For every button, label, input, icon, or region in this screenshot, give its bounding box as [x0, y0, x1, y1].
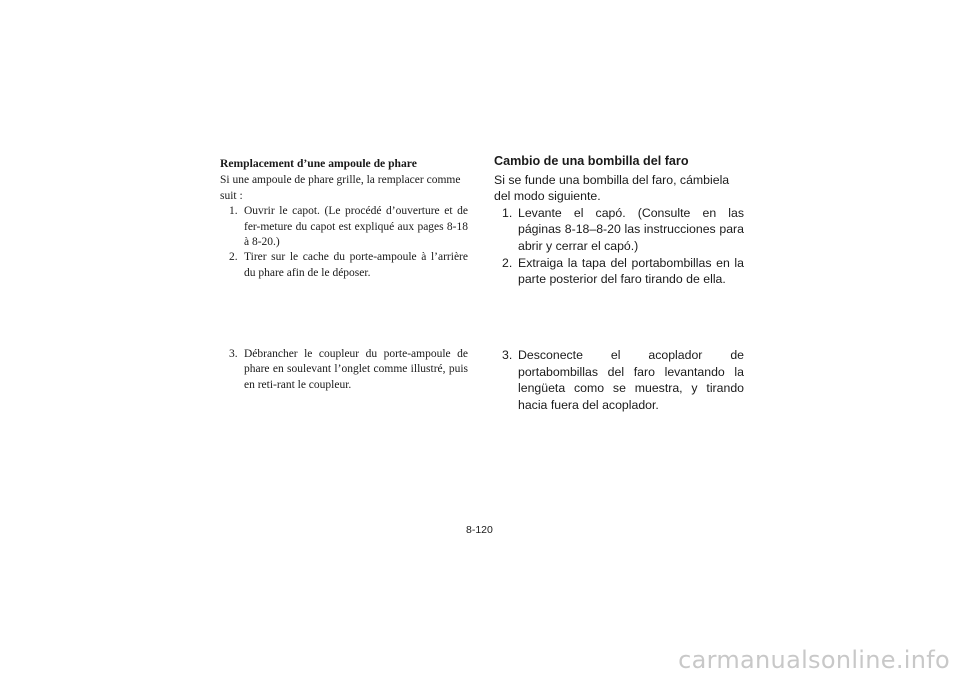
step-text: Ouvrir le capot. (Le procédé d’ouverture et de fer-meture du capot est expliqué aux pages 8-18 à 8-20.): [244, 205, 468, 249]
step-text: Tirer sur le cache du porte-ampoule à l’arrière du phare afin de le déposer.: [244, 251, 468, 279]
spanish-step-2: [494, 255, 744, 288]
spanish-step-3: [494, 347, 744, 413]
spanish-step-3-section: [494, 347, 744, 413]
french-step-3: [220, 347, 468, 393]
step-text: Levante el capó. (Consulte en las páginas 8-18–8-20 las instrucciones para abrir y cerrar el capó.): [518, 205, 744, 253]
step-number: 2.: [229, 251, 238, 264]
step-number: 3.: [229, 348, 238, 360]
french-intro: Si une ampoule de phare grille, la remplacer comme suit :: [220, 174, 461, 202]
spanish-step-1: [494, 205, 744, 255]
page-number: 8-120: [466, 524, 493, 536]
step-number: 2.: [502, 255, 513, 270]
spanish-intro: Si se funde una bombilla del faro, cámbiela del modo siguiente.: [494, 172, 730, 204]
spanish-heading: Cambio de una bombilla del faro: [494, 154, 689, 168]
french-step-1: [220, 204, 468, 250]
french-section: [220, 156, 468, 281]
french-heading: Remplacement d’une ampoule de phare: [220, 157, 417, 170]
step-text: Desconecte el acoplador de portabombillas del faro levantando la lengüeta como se muestra, y tirando hacia fuera del acoplador.: [518, 348, 744, 412]
step-number: 3.: [502, 348, 513, 362]
french-step-2: [220, 250, 468, 281]
step-number: 1.: [502, 205, 513, 220]
step-text: Débrancher le coupleur du porte-ampoule de phare en soulevant l’onglet comme illustré, puis en reti-rant le coupleur.: [244, 348, 468, 391]
watermark: carmanualsonline.info: [678, 646, 950, 674]
spanish-section: [494, 153, 744, 288]
step-text: Extraiga la tapa del portabombillas en la parte posterior del faro tirando de ella.: [518, 255, 744, 287]
french-step-3-section: [220, 347, 468, 393]
step-number: 1.: [229, 205, 238, 218]
